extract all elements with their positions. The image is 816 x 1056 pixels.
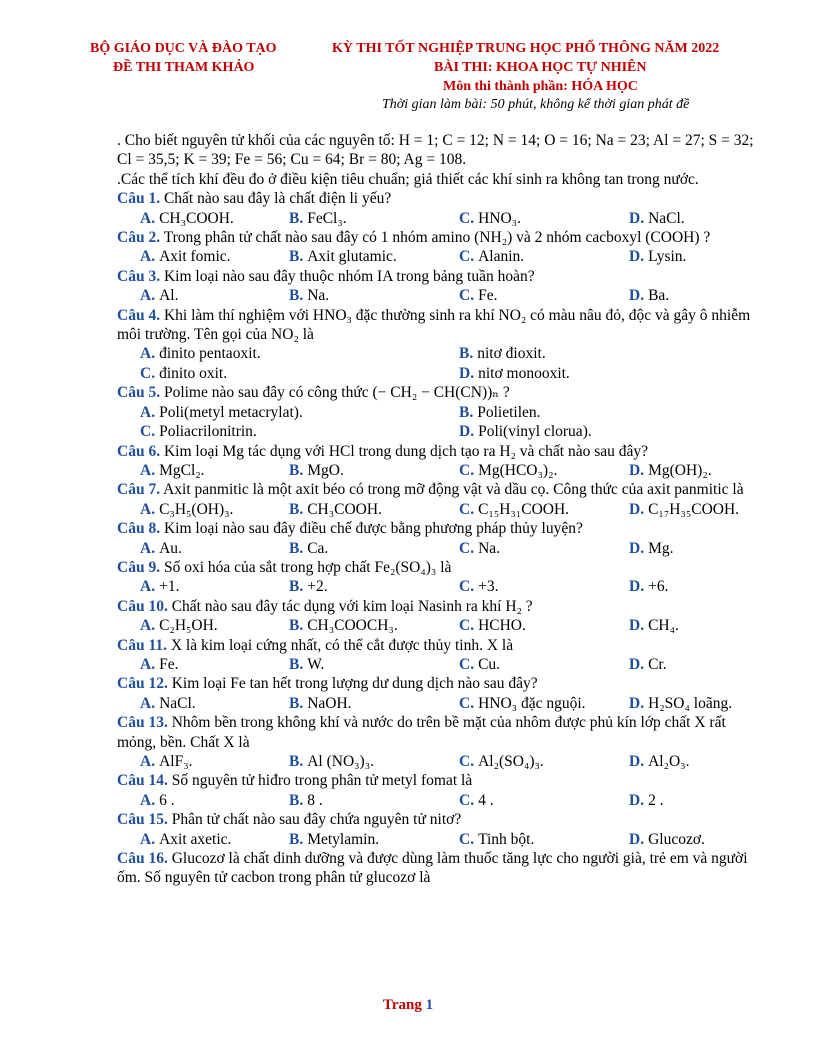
answer-option [140, 403, 459, 422]
question-13 [117, 713, 757, 771]
question-text: Khi làm thí nghiệm với HNO₃ đặc thường sinh ra khí NO₂ có màu nâu đỏ, độc và gây ô nhiễm môi trường. Tên gọi của NO₂ là [117, 306, 751, 344]
option-text: FeCl₃. [307, 209, 347, 227]
question-list [117, 189, 757, 888]
option-text: Ba. [648, 287, 670, 305]
option-text: Metylamin. [307, 830, 380, 848]
option-letter: A. [140, 403, 156, 421]
answer-option [459, 539, 629, 558]
question-7 [117, 480, 757, 519]
answer-option [629, 616, 779, 635]
option-text: 6 . [159, 791, 175, 809]
question-text: X là kim loại cứng nhất, có thể cắt được thủy tinh. X là [170, 636, 514, 654]
option-text: HNO₃ đặc nguội. [478, 694, 586, 712]
answer-option [629, 694, 779, 713]
option-letter: D. [629, 655, 645, 673]
option-text: MgCl₂. [159, 461, 205, 479]
option-letter: A. [140, 655, 156, 673]
exam-time: Thời gian làm bài: 50 phút, không kể thời gian phát đề [382, 97, 690, 112]
option-letter: D. [629, 500, 645, 518]
option-text: Polietilen. [477, 403, 541, 421]
option-text: C₁₇H₃₅COOH. [648, 500, 740, 518]
question-12 [117, 674, 757, 713]
answer-option [459, 830, 629, 849]
question-11 [117, 636, 757, 675]
question-number: Câu 8. [117, 520, 161, 538]
answer-option [289, 539, 459, 558]
option-letter: A. [140, 209, 156, 227]
option-letter: D. [459, 364, 475, 382]
answer-option [459, 344, 779, 363]
answer-option [459, 616, 629, 635]
intro-atomic-masses: . Cho biết nguyên tử khối của các nguyên tố: H = 1; C = 12; N = 14; O = 16; Na = 23; Al = 27; S = 32; Cl = 35,5; K = 39; Fe = 56; Cu = 64; Br = 80; Ag = 108. [117, 132, 754, 169]
question-text: Nhôm bền trong không khí và nước do trên bề mặt của nhôm được phủ kín lớp chất X rất mỏng, bền. Chất X là [117, 714, 726, 751]
option-text: NaCl. [648, 209, 685, 227]
answer-option [459, 286, 629, 305]
exam-type: ĐỀ THI THAM KHẢO [113, 60, 255, 75]
option-text: Au. [159, 539, 182, 557]
option-letter: B. [289, 694, 304, 712]
option-text: Al₂O₃. [648, 753, 690, 770]
answer-options [117, 791, 757, 810]
question-text: Kim loại nào sau đây thuộc nhóm IA trong bảng tuần hoàn? [163, 267, 535, 285]
option-letter: C. [459, 461, 475, 479]
answer-option [629, 577, 779, 596]
answer-option [140, 209, 289, 228]
option-text: Poli(metyl metacrylat). [159, 403, 303, 421]
answer-option [289, 461, 459, 480]
answer-option [140, 830, 289, 849]
question-number: Câu 10. [117, 597, 168, 615]
answer-option [459, 694, 629, 713]
option-letter: D. [629, 209, 645, 227]
option-text: W. [307, 655, 325, 673]
option-text: HCHO. [478, 617, 526, 635]
option-letter: B. [289, 461, 304, 479]
option-text: NaOH. [307, 694, 352, 712]
question-text: Phân tử chất nào sau đây chứa nguyên tử nitơ? [171, 811, 462, 829]
option-text: C₁₅H₃₁COOH. [478, 500, 570, 518]
question-5 [117, 383, 757, 441]
exam-component: Môn thi thành phần: HÓA HỌC [443, 79, 638, 94]
option-letter: D. [629, 753, 645, 770]
question-number: Câu 6. [117, 442, 161, 460]
question-number: Câu 5. [117, 384, 161, 402]
question-stem [117, 306, 757, 345]
option-letter: C. [459, 753, 475, 770]
option-letter: B. [289, 209, 304, 227]
answer-options [117, 247, 757, 266]
answer-option [140, 286, 289, 305]
answer-options [117, 752, 757, 771]
page-number: 1 [425, 997, 434, 1013]
option-letter: A. [140, 753, 156, 770]
option-letter: C. [459, 617, 475, 635]
option-text: H₂SO₄ loãng. [648, 694, 733, 712]
question-number: Câu 3. [117, 267, 161, 285]
answer-option [140, 344, 459, 363]
option-text: HNO₃. [478, 209, 521, 227]
question-8 [117, 519, 757, 558]
answer-option [459, 422, 779, 441]
question-number: Câu 13. [117, 714, 168, 732]
answer-option [459, 247, 629, 266]
answer-option [629, 209, 779, 228]
option-letter: B. [459, 403, 474, 421]
option-letter: D. [629, 791, 645, 809]
option-letter: B. [459, 345, 474, 363]
option-text: Poli(vinyl clorua). [478, 423, 592, 441]
answer-option [459, 791, 629, 810]
option-text: MgO. [307, 461, 344, 479]
option-text: Axit axetic. [159, 830, 232, 848]
question-2 [117, 228, 757, 267]
answer-option [289, 616, 459, 635]
question-stem [117, 849, 757, 888]
answer-option [140, 752, 289, 771]
option-text: NaCl. [159, 694, 196, 712]
question-text: Trong phân tử chất nào sau đây có 1 nhóm amino (NH₂) và 2 nhóm cacboxyl (COOH) ? [163, 229, 711, 247]
answer-option [140, 500, 289, 519]
option-text: Na. [478, 539, 501, 557]
option-letter: C. [459, 694, 475, 712]
answer-option [289, 286, 459, 305]
option-text: Al (NO₃)₃. [307, 753, 374, 770]
option-letter: B. [289, 617, 304, 635]
question-stem [117, 771, 757, 790]
answer-option [629, 791, 779, 810]
option-letter: D. [459, 423, 475, 441]
question-text: Glucozơ là chất dinh dưỡng và được dùng làm thuốc tăng lực cho người già, trẻ em và người ốm. Số nguyên tử cacbon trong phân tử glucozơ là [117, 850, 748, 887]
answer-options [117, 403, 757, 442]
option-letter: A. [140, 345, 156, 363]
question-stem [117, 267, 757, 286]
answer-option [289, 500, 459, 519]
answer-option [289, 830, 459, 849]
option-letter: C. [459, 830, 475, 848]
answer-option [289, 752, 459, 771]
page-footer [0, 997, 816, 1014]
answer-option [140, 364, 459, 383]
exam-content [117, 131, 757, 888]
option-letter: A. [140, 539, 156, 557]
answer-options [117, 577, 757, 596]
question-4 [117, 306, 757, 384]
question-stem [117, 383, 757, 402]
option-text: Mg(OH)₂. [648, 461, 712, 479]
option-letter: B. [289, 500, 304, 518]
answer-options [117, 286, 757, 305]
option-text: CH₃COOCH₃. [307, 617, 398, 635]
option-letter: A. [140, 791, 156, 809]
question-stem [117, 597, 757, 616]
option-letter: B. [289, 830, 304, 848]
answer-option [629, 830, 779, 849]
answer-options [117, 461, 757, 480]
question-1 [117, 189, 757, 228]
question-stem [117, 558, 757, 577]
question-text: Axit panmitic là một axit béo có trong mỡ động vật và dầu cọ. Công thức của axit panmitic là [163, 481, 744, 499]
question-stem [117, 519, 757, 538]
option-text: CH₃COOH. [159, 209, 234, 227]
option-letter: C. [140, 364, 156, 382]
question-15 [117, 810, 757, 849]
answer-option [289, 577, 459, 596]
option-letter: B. [289, 791, 304, 809]
option-letter: C. [140, 423, 156, 441]
option-letter: B. [289, 248, 304, 266]
option-letter: C. [459, 791, 475, 809]
answer-options [117, 616, 757, 635]
answer-option [459, 577, 629, 596]
option-text: 2 . [648, 791, 664, 809]
option-letter: D. [629, 617, 645, 635]
option-letter: D. [629, 830, 645, 848]
option-letter: B. [289, 539, 304, 557]
option-letter: A. [140, 500, 156, 518]
answer-option [289, 247, 459, 266]
answer-option [140, 577, 289, 596]
question-number: Câu 4. [117, 306, 161, 324]
option-letter: A. [140, 248, 156, 266]
option-letter: A. [140, 578, 156, 596]
option-text: Fe. [478, 287, 498, 305]
option-letter: A. [140, 830, 156, 848]
page-label: Trang [382, 997, 422, 1013]
option-text: CH₃COOH. [307, 500, 382, 518]
ministry-name: BỘ GIÁO DỤC VÀ ĐÀO TẠO [90, 41, 277, 56]
option-text: AlF₃. [159, 753, 193, 770]
answer-option [140, 616, 289, 635]
question-16 [117, 849, 757, 888]
question-stem [117, 480, 757, 499]
answer-options [117, 209, 757, 228]
question-number: Câu 1. [117, 190, 161, 208]
option-text: +2. [307, 578, 328, 596]
answer-option [289, 209, 459, 228]
question-number: Câu 2. [117, 229, 161, 247]
answer-option [459, 461, 629, 480]
answer-option [629, 247, 779, 266]
answer-options [117, 344, 757, 383]
question-number: Câu 15. [117, 811, 168, 829]
answer-option [629, 752, 779, 771]
option-text: Fe. [159, 655, 179, 673]
question-number: Câu 12. [117, 675, 168, 693]
question-stem [117, 189, 757, 208]
option-text: Lysin. [648, 248, 687, 266]
intro-gas-conditions: .Các thể tích khí đều đo ở điều kiện tiêu chuẩn; giả thiết các khí sinh ra không tan trong nước. [117, 170, 699, 188]
option-text: Al. [159, 287, 179, 305]
option-text: 8 . [307, 791, 323, 809]
option-letter: A. [140, 694, 156, 712]
option-letter: C. [459, 539, 475, 557]
option-letter: B. [289, 753, 304, 770]
answer-option [289, 655, 459, 674]
question-text: Số oxi hóa của sắt trong hợp chất Fe₂(SO₄)₃ là [163, 558, 452, 576]
option-letter: C. [459, 287, 475, 305]
question-stem [117, 636, 757, 655]
option-letter: B. [289, 287, 304, 305]
question-stem [117, 674, 757, 693]
option-letter: C. [459, 248, 475, 266]
option-text: +6. [648, 578, 669, 596]
option-letter: C. [459, 578, 475, 596]
option-letter: B. [289, 578, 304, 596]
option-text: +3. [478, 578, 499, 596]
question-number: Câu 7. [117, 481, 161, 499]
option-text: Ca. [307, 539, 329, 557]
answer-option [140, 539, 289, 558]
question-3 [117, 267, 757, 306]
option-text: Mg(HCO₃)₂. [478, 461, 558, 479]
question-9 [117, 558, 757, 597]
answer-option [140, 422, 459, 441]
answer-option [289, 694, 459, 713]
option-text: Alanin. [478, 248, 525, 266]
option-text: Axit fomic. [159, 248, 231, 266]
answer-option [140, 461, 289, 480]
question-text: Kim loại Mg tác dụng với HCl trong dung dịch tạo ra H₂ và chất nào sau đây? [163, 442, 649, 460]
option-text: CH₄. [648, 617, 679, 635]
question-number: Câu 11. [117, 636, 167, 654]
question-text: Kim loại nào sau đây điều chế được bằng phương pháp thủy luyện? [163, 520, 583, 538]
option-text: đinito pentaoxit. [159, 345, 261, 363]
answer-option [459, 364, 779, 383]
answer-option [459, 209, 629, 228]
option-text: Axit glutamic. [307, 248, 397, 266]
option-letter: A. [140, 287, 156, 305]
answer-option [140, 694, 289, 713]
option-text: Glucozơ. [648, 830, 705, 848]
option-letter: A. [140, 617, 156, 635]
question-stem [117, 713, 757, 752]
option-text: Na. [307, 287, 330, 305]
question-text: Kim loại Fe tan hết trong lượng dư dung dịch nào sau đây? [171, 675, 538, 693]
option-text: C₂H₅OH. [159, 617, 218, 635]
question-number: Câu 16. [117, 850, 168, 868]
answer-options [117, 830, 757, 849]
question-text: Polime nào sau đây có công thức (− CH₂ − CH(CN))ₙ ? [163, 384, 510, 402]
answer-option [459, 403, 779, 422]
answer-option [140, 791, 289, 810]
option-letter: B. [289, 655, 304, 673]
question-number: Câu 14. [117, 772, 168, 790]
answer-option [459, 752, 629, 771]
question-stem [117, 228, 757, 247]
answer-option [140, 247, 289, 266]
question-14 [117, 771, 757, 810]
answer-option [629, 461, 779, 480]
option-text: Mg. [648, 539, 674, 557]
option-letter: D. [629, 578, 645, 596]
option-text: đinito oxit. [159, 364, 228, 382]
option-text: Tinh bột. [478, 830, 535, 848]
answer-options [117, 655, 757, 674]
answer-option [459, 500, 629, 519]
question-stem [117, 810, 757, 829]
option-text: Poliacrilonitrin. [159, 423, 257, 441]
answer-options [117, 539, 757, 558]
option-letter: C. [459, 655, 475, 673]
option-letter: D. [629, 539, 645, 557]
answer-option [629, 655, 779, 674]
option-letter: D. [629, 694, 645, 712]
question-number: Câu 9. [117, 558, 161, 576]
option-text: Cr. [648, 655, 667, 673]
option-letter: C. [459, 209, 475, 227]
option-text: 4 . [478, 791, 494, 809]
question-text: Chất nào sau đây tác dụng với kim loại Nasinh ra khí H₂ ? [171, 597, 533, 615]
question-stem [117, 442, 757, 461]
answer-option [629, 286, 779, 305]
option-letter: D. [629, 461, 645, 479]
question-10 [117, 597, 757, 636]
answer-option [289, 791, 459, 810]
option-text: Cu. [478, 655, 501, 673]
option-letter: D. [629, 248, 645, 266]
option-text: Al₂(SO₄)₃. [478, 753, 544, 770]
option-letter: A. [140, 461, 156, 479]
exam-title: KỲ THI TỐT NGHIỆP TRUNG HỌC PHỔ THÔNG NĂM 2022 [332, 41, 720, 56]
option-letter: D. [629, 287, 645, 305]
answer-option [140, 655, 289, 674]
option-text: +1. [159, 578, 180, 596]
option-letter: C. [459, 500, 475, 518]
question-6 [117, 442, 757, 481]
answer-options [117, 694, 757, 713]
answer-option [629, 500, 779, 519]
option-text: C₃H₅(OH)₃. [159, 500, 234, 518]
option-text: nitơ monooxit. [478, 364, 570, 382]
answer-option [629, 539, 779, 558]
exam-subject: BÀI THI: KHOA HỌC TỰ NHIÊN [434, 60, 647, 75]
question-text: Chất nào sau đây là chất điện li yếu? [163, 190, 392, 208]
question-text: Số nguyên tử hiđro trong phân tử metyl fomat là [171, 772, 473, 790]
answer-option [459, 655, 629, 674]
answer-options [117, 500, 757, 519]
option-text: nitơ đioxit. [477, 345, 546, 363]
